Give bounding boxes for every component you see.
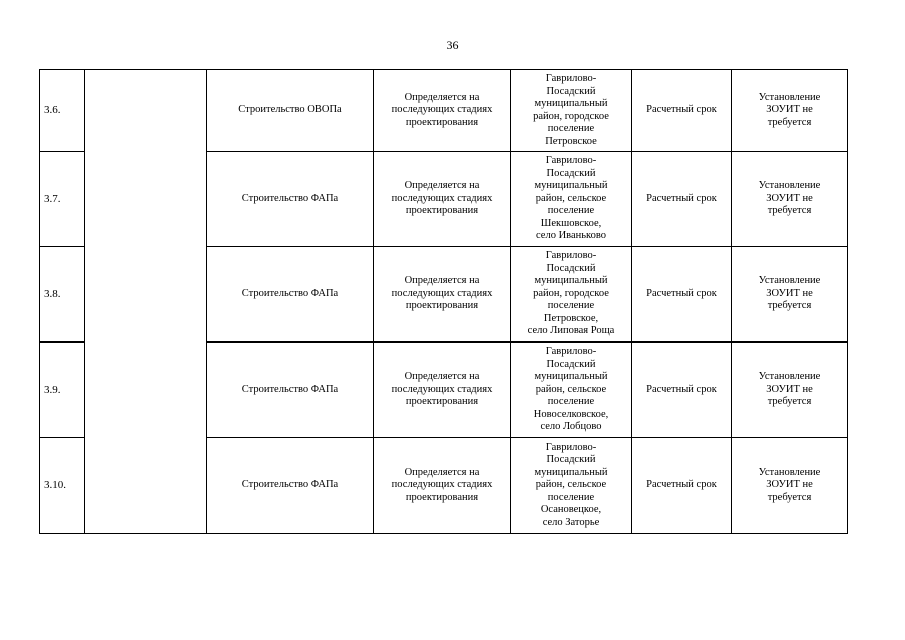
zone-cell: Установление ЗОУИТ не требуется [732,438,848,534]
characteristic-cell: Определяется на последующих стадиях проектирования [374,70,511,152]
term-cell: Расчетный срок [632,152,732,247]
term-cell: Расчетный срок [632,70,732,152]
location-cell: Гаврилово- Посадский муниципальный район, городское поселение Петровское, село Липовая Роща [511,247,632,343]
location-cell: Гаврилово- Посадский муниципальный район, сельское поселение Осановецкое, село Заторье [511,438,632,534]
merged-empty-cell [85,70,207,534]
location-cell: Гаврилово- Посадский муниципальный район, сельское поселение Новоселковское, село Лобцово [511,342,632,438]
page-number: 36 [446,38,459,52]
characteristic-cell: Определяется на последующих стадиях проектирования [374,152,511,247]
row-number-cell: 3.7. [40,152,85,247]
row-number-cell: 3.10. [40,438,85,534]
object-name-cell: Строительство ОВОПа [207,70,374,152]
row-number-cell: 3.9. [40,342,85,438]
term-cell: Расчетный срок [632,342,732,438]
row-number-cell: 3.6. [40,70,85,152]
term-cell: Расчетный срок [632,247,732,343]
objects-table [39,69,848,534]
characteristic-cell: Определяется на последующих стадиях проектирования [374,438,511,534]
term-cell: Расчетный срок [632,438,732,534]
object-name-cell: Строительство ФАПа [207,247,374,343]
zone-cell: Установление ЗОУИТ не требуется [732,342,848,438]
zone-cell: Установление ЗОУИТ не требуется [732,152,848,247]
row-number-cell: 3.8. [40,247,85,343]
zone-cell: Установление ЗОУИТ не требуется [732,247,848,343]
table-row [40,70,848,152]
characteristic-cell: Определяется на последующих стадиях проектирования [374,342,511,438]
location-cell: Гаврилово- Посадский муниципальный район, городское поселение Петровское [511,70,632,152]
object-name-cell: Строительство ФАПа [207,342,374,438]
object-name-cell: Строительство ФАПа [207,438,374,534]
object-name-cell: Строительство ФАПа [207,152,374,247]
zone-cell: Установление ЗОУИТ не требуется [732,70,848,152]
location-cell: Гаврилово- Посадский муниципальный район, сельское поселение Шекшовское, село Иваньково [511,152,632,247]
characteristic-cell: Определяется на последующих стадиях проектирования [374,247,511,343]
